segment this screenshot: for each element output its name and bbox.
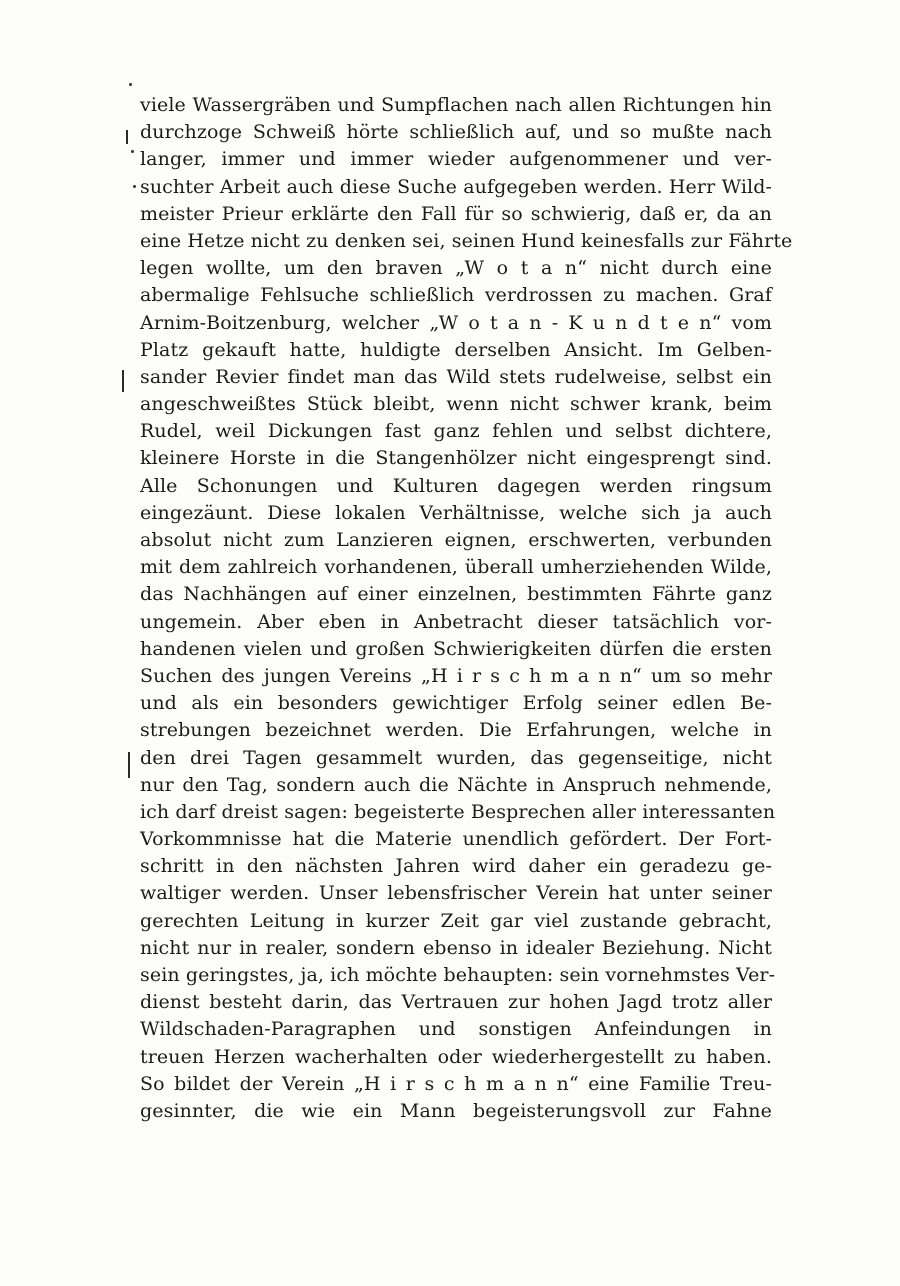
text-line: gerechten Leitung in kurzer Zeit gar viel zustande gebracht, xyxy=(140,909,772,932)
text-line: waltiger werden. Unser lebensfrischer Verein hat unter seiner xyxy=(140,882,772,905)
text-line: ich darf dreist sagen: begeisterte Besprechen aller interessanten xyxy=(140,800,776,823)
text-line: kleinere Horste in die Stangenhölzer nicht eingesprengt sind. xyxy=(140,447,772,470)
text-line: den drei Tagen gesammelt wurden, das gegenseitige, nicht xyxy=(140,746,772,769)
text-line: abermalige Fehlsuche schließlich verdrossen zu machen. Graf xyxy=(140,284,772,307)
text-line: handenen vielen und großen Schwierigkeiten dürfen die ersten xyxy=(140,637,772,660)
text-line: meister Prieur erklärte den Fall für so schwierig, daß er, da an xyxy=(140,202,772,225)
text-line: sander Revier findet man das Wild stets rudelweise, selbst ein xyxy=(140,365,772,388)
text-line: suchter Arbeit auch diese Suche aufgegeben werden. Herr Wild- xyxy=(140,175,772,198)
text-line: Platz gekauft hatte, huldigte derselben Ansicht. Im Gelben- xyxy=(140,338,772,361)
text-line: eingezäunt. Diese lokalen Verhältnisse, welche sich ja auch xyxy=(140,501,772,524)
text-line: strebungen bezeichnet werden. Die Erfahrungen, welche in xyxy=(140,719,772,742)
text-line: Arnim-Boitzenburg, welcher „W o t a n - K u n d t e n“ vom xyxy=(140,311,772,334)
text-line: nur den Tag, sondern auch die Nächte in Anspruch nehmende, xyxy=(140,773,772,796)
text-line: Vorkommnisse hat die Materie unendlich gefördert. Der Fort- xyxy=(140,828,772,851)
margin-line-mark xyxy=(126,130,128,144)
text-line: treuen Herzen wacherhalten oder wiederhergestellt zu haben. xyxy=(140,1045,772,1068)
margin-line-mark xyxy=(122,370,124,392)
speck-mark xyxy=(131,150,134,153)
text-line: viele Wassergräben und Sumpflachen nach allen Richtungen hin xyxy=(140,94,772,116)
text-line: Wildschaden-Paragraphen und sonstigen Anfeindungen in xyxy=(140,1018,772,1041)
text-line: dienst besteht darin, das Vertrauen zur hohen Jagd trotz aller xyxy=(140,991,772,1014)
text-line: absolut nicht zum Lanzieren eignen, erschwerten, verbunden xyxy=(140,529,772,551)
text-line: durchzoge Schweiß hörte schließlich auf, und so mußte nach xyxy=(140,121,772,144)
text-line: mit dem zahlreich vorhandenen, überall umherziehenden Wilde, xyxy=(140,556,772,579)
text-line: gesinnter, die wie ein Mann begeisterungsvoll zur Fahne xyxy=(140,1099,772,1122)
text-line: nicht nur in realer, sondern ebenso in idealer Beziehung. Nicht xyxy=(140,936,772,959)
text-line: So bildet der Verein „H i r s c h m a n n“ eine Familie Treu- xyxy=(140,1072,772,1095)
speck-mark xyxy=(129,83,132,86)
body-text xyxy=(140,92,793,1125)
text-line: Rudel, weil Dickungen fast ganz fehlen und selbst dichtere, xyxy=(140,420,772,443)
text-line: Suchen des jungen Vereins „H i r s c h m a n n“ um so mehr xyxy=(140,664,772,687)
text-line: ungemein. Aber eben in Anbetracht dieser tatsächlich vor- xyxy=(140,610,772,633)
text-line: eine Hetze nicht zu denken sei, seinen Hund keinesfalls zur Fährte xyxy=(140,229,793,252)
margin-line-mark xyxy=(128,752,130,778)
text-line: das Nachhängen auf einer einzelnen, bestimmten Fährte ganz xyxy=(140,583,772,606)
speck-mark xyxy=(133,185,136,188)
text-line: schritt in den nächsten Jahren wird daher ein geradezu ge- xyxy=(140,855,772,878)
text-line: und als ein besonders gewichtiger Erfolg seiner edlen Be- xyxy=(140,692,772,715)
text-line: angeschweißtes Stück bleibt, wenn nicht schwer krank, beim xyxy=(140,393,772,416)
text-line: langer, immer und immer wieder aufgenommener und ver- xyxy=(140,148,772,171)
text-line: sein geringstes, ja, ich möchte behaupten: sein vornehmstes Ver- xyxy=(140,964,776,986)
text-line: Alle Schonungen und Kulturen dagegen werden ringsum xyxy=(140,474,772,497)
text-line: legen wollte, um den braven „W o t a n“ nicht durch eine xyxy=(140,257,772,280)
